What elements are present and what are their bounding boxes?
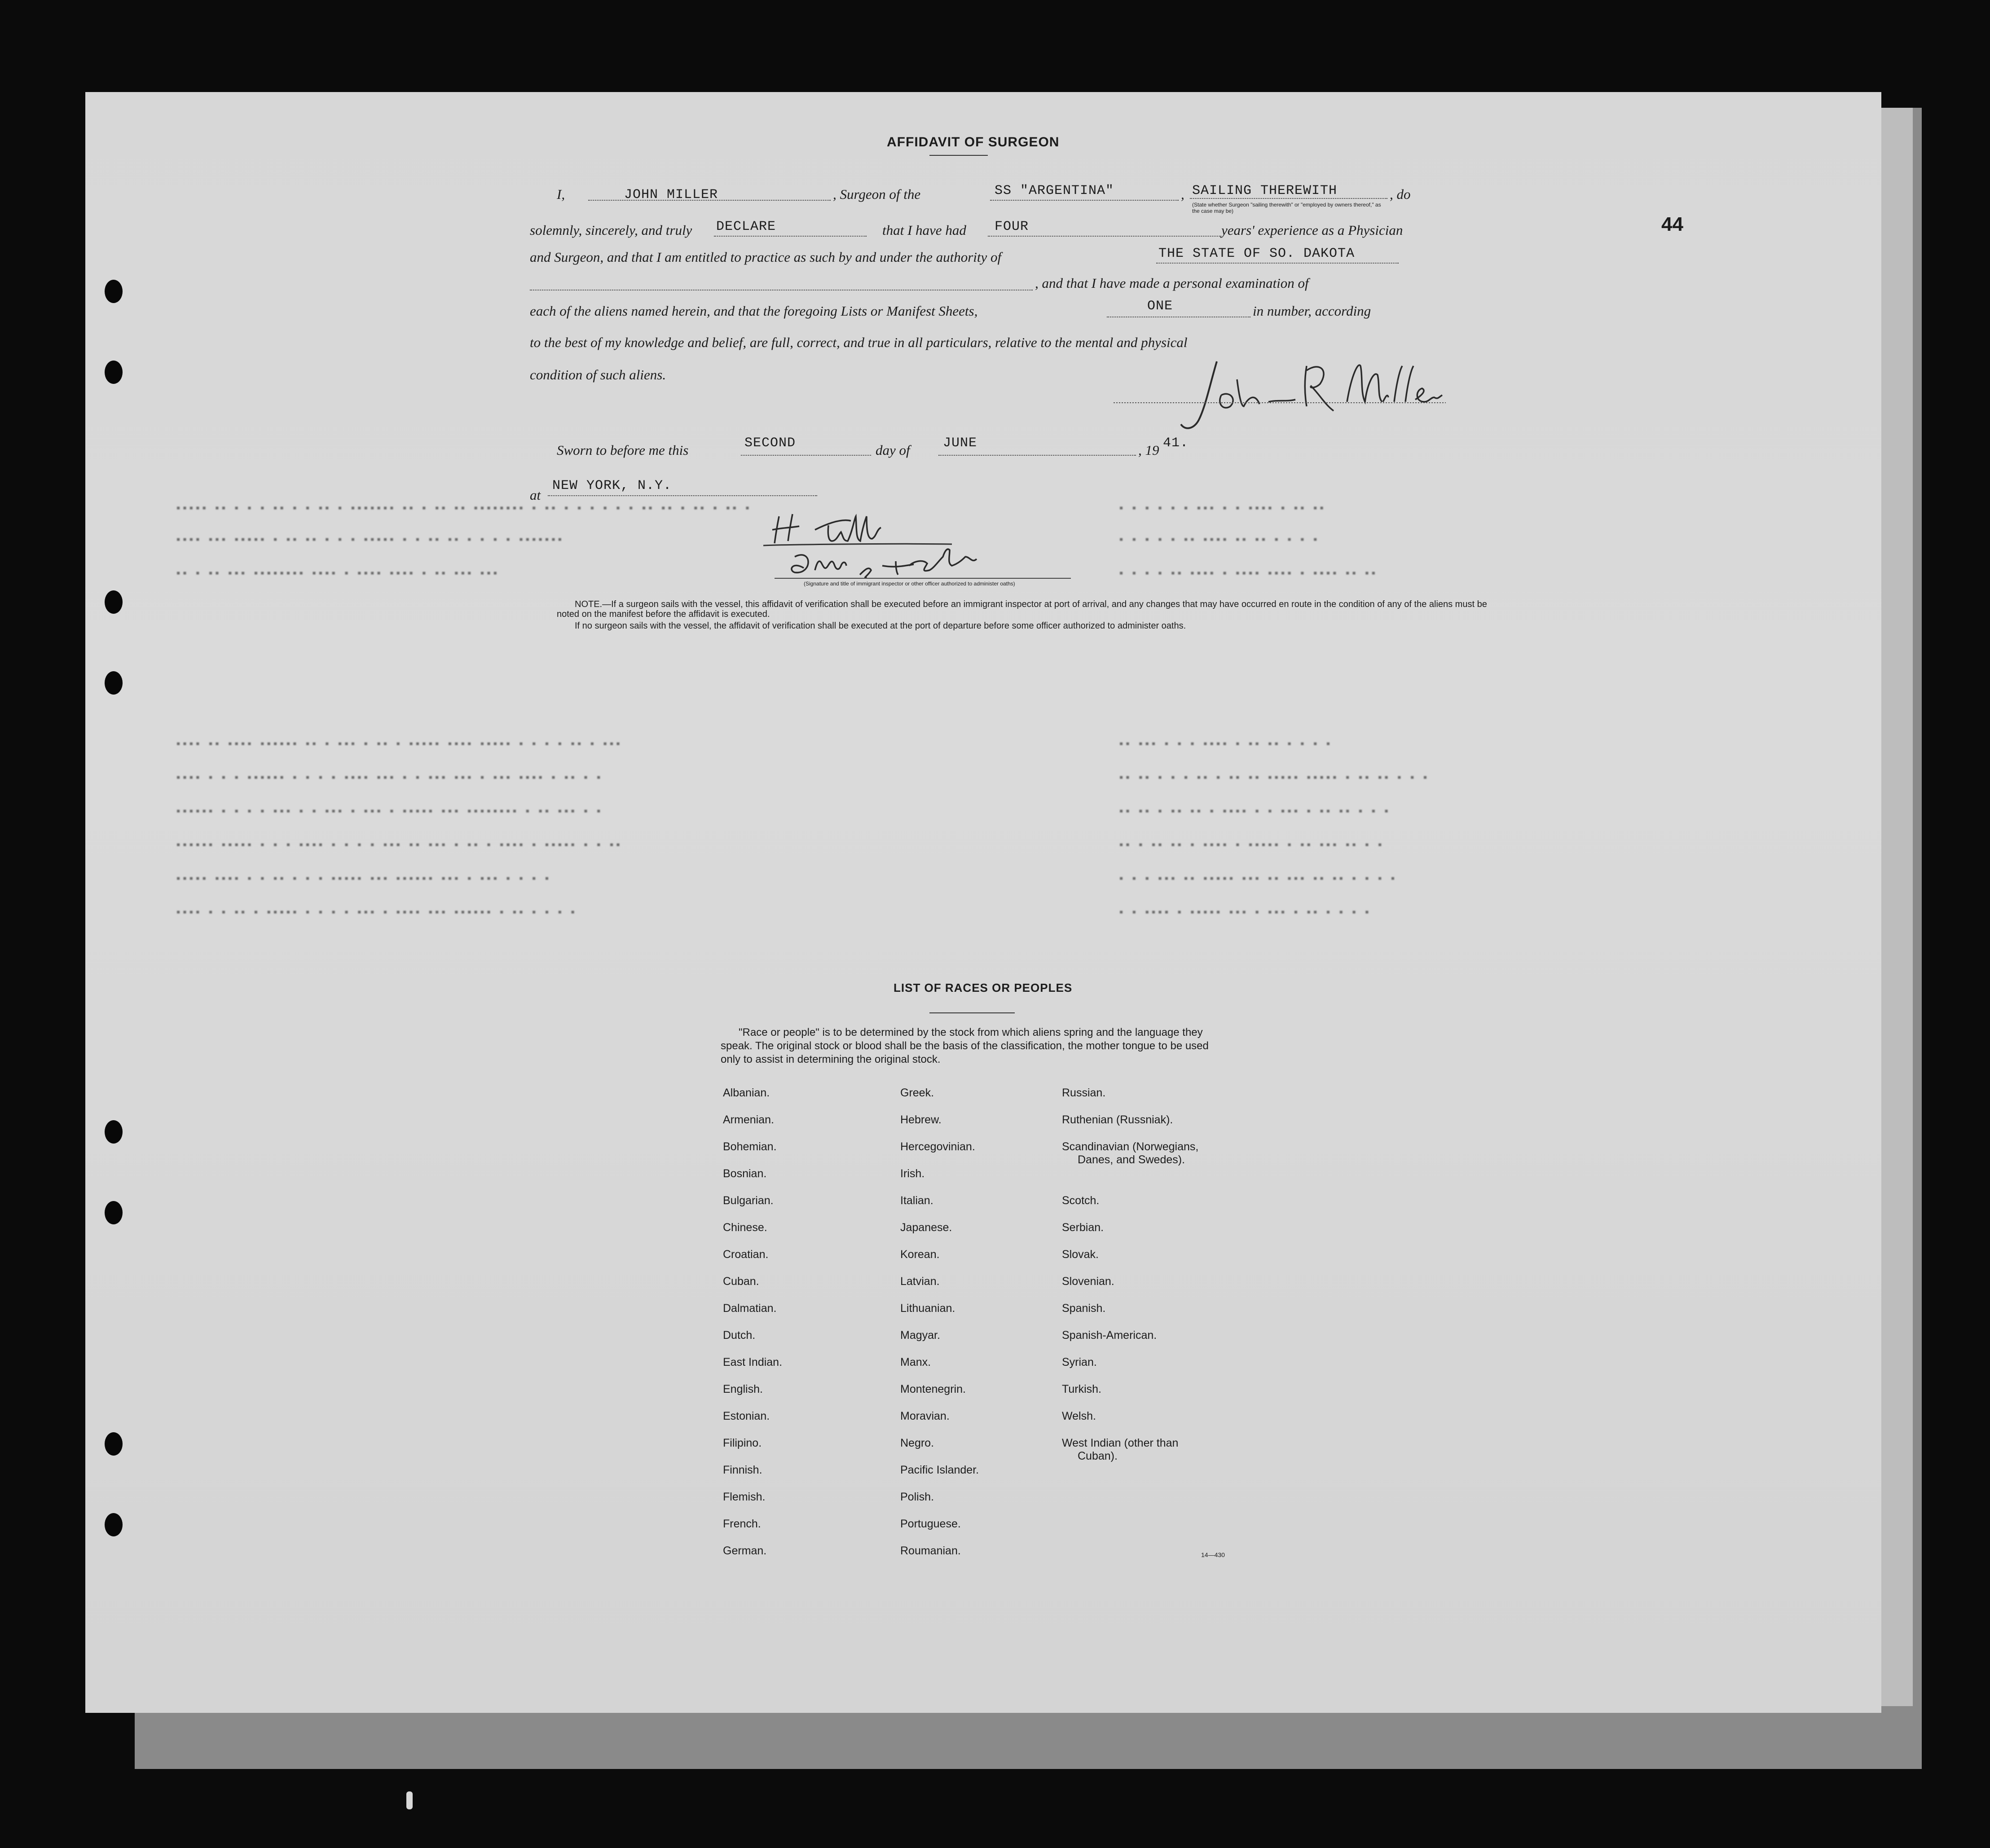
ghost-row: ▪▪ ▪▪▪ ▪ ▪ ▪ ▪▪▪▪ ▪ ▪▪ ▪▪ ▪ ▪ ▪ ▪ (1118, 739, 1332, 751)
inspector-signature (761, 512, 1075, 588)
race-item: Scotch. (1062, 1194, 1100, 1207)
punch-hole (105, 1513, 123, 1536)
race-item: Ruthenian (Russniak). (1062, 1113, 1173, 1126)
race-item: Albanian. (723, 1087, 770, 1099)
signature-caption: (Signature and title of immigrant inspector or other officer authorized to administer oaths) (804, 581, 1015, 587)
sworn-year: 41. (1163, 436, 1189, 451)
punch-hole (105, 671, 123, 695)
race-item: Danes, and Swedes). (1078, 1153, 1185, 1166)
sworn-day: SECOND (744, 436, 796, 451)
race-item: German. (723, 1544, 767, 1557)
race-item: Cuban. (723, 1275, 759, 1288)
race-item: Japanese. (900, 1221, 952, 1234)
race-item: Slovenian. (1062, 1275, 1114, 1288)
form-number: 14—430 (1201, 1551, 1225, 1558)
line1-mid: , Surgeon of the (833, 186, 921, 202)
race-item: Latvian. (900, 1275, 940, 1288)
ghost-row: ▪▪ ▪▪ ▪ ▪▪ ▪▪ ▪ ▪▪▪▪ ▪ ▪ ▪▪▪ ▪ ▪▪ ▪▪ ▪ ▪ ▪ (1118, 806, 1390, 818)
ghost-row: ▪ ▪ ▪▪▪▪ ▪ ▪▪▪▪▪ ▪▪▪ ▪ ▪▪▪ ▪ ▪▪ ▪ ▪ ▪ ▪ (1118, 907, 1370, 919)
sworn-day-blank (741, 455, 871, 456)
sworn-month-blank (938, 455, 1136, 456)
race-item: Montenegrin. (900, 1383, 966, 1395)
ghost-row: ▪▪ ▪▪ ▪ ▪ ▪ ▪▪ ▪ ▪▪ ▪▪ ▪▪▪▪▪ ▪▪▪▪▪ ▪ ▪▪ ▪▪ ▪ ▪ ▪ (1118, 772, 1429, 784)
at-prefix: at (530, 487, 541, 503)
line6: to the best of my knowledge and belief, are full, correct, and true in all particulars, relative to the mental and physical (530, 334, 1188, 350)
race-item: Irish. (900, 1167, 925, 1180)
race-item: Moravian. (900, 1410, 950, 1422)
years-experience: FOUR (995, 219, 1029, 234)
line1-comma: , (1181, 186, 1184, 202)
race-item: Chinese. (723, 1221, 767, 1234)
race-item: Spanish-American. (1062, 1329, 1157, 1342)
line1-suffix: , do (1390, 186, 1411, 202)
years-blank (988, 236, 1221, 237)
race-item: Negro. (900, 1437, 934, 1449)
ghost-row: ▪▪▪▪▪ ▪▪ ▪ ▪ ▪ ▪▪ ▪ ▪ ▪▪ ▪ ▪▪▪▪▪▪▪ ▪▪ ▪ ▪▪ ▪▪ ▪▪▪▪▪▪▪▪ ▪ ▪▪ ▪ ▪ ▪ ▪ ▪ ▪ ▪▪ ▪▪ ▪ ▪▪ ▪ ▪▪ ▪ (175, 503, 751, 515)
line4-suffix: , and that I have made a personal examination of (1035, 275, 1309, 291)
race-item: English. (723, 1383, 763, 1395)
note-surgeon-sails: NOTE.—If a surgeon sails with the vessel, this affidavit of verification shall be executed before an immigrant inspector at port of arrival, and any changes that may have occurred en route in the condition of any of the aliens must be noted on the manifest before the affidavit is executed. (557, 599, 1487, 619)
document-page (85, 92, 1881, 1713)
race-item: Bulgarian. (723, 1194, 774, 1207)
sworn-mid: day of (876, 442, 910, 458)
race-item: Finnish. (723, 1464, 762, 1476)
sailing-note: (State whether Surgeon "sailing therewith" or "employed by owners thereof," as the case may be) (1192, 202, 1381, 214)
race-item: French. (723, 1518, 761, 1530)
at-place: NEW YORK, N.Y. (552, 478, 672, 493)
race-item: Italian. (900, 1194, 933, 1207)
ghost-row: ▪▪▪▪ ▪▪▪ ▪▪▪▪▪ ▪ ▪▪ ▪▪ ▪ ▪ ▪ ▪▪▪▪▪ ▪ ▪ ▪▪ ▪▪ ▪ ▪ ▪ ▪ ▪▪▪▪▪▪▪ (175, 534, 564, 546)
race-item: Dalmatian. (723, 1302, 777, 1315)
vessel-name: SS "ARGENTINA" (995, 183, 1114, 198)
race-item: Estonian. (723, 1410, 770, 1422)
authority: THE STATE OF SO. DAKOTA (1158, 246, 1355, 261)
race-item: Spanish. (1062, 1302, 1106, 1315)
note-no-surgeon: If no surgeon sails with the vessel, the affidavit of verification shall be executed at the port of departure before some officer authorized to administer oaths. (575, 621, 1186, 631)
ghost-row: ▪▪ ▪ ▪▪ ▪▪▪ ▪▪▪▪▪▪▪▪ ▪▪▪▪ ▪ ▪▪▪▪ ▪▪▪▪ ▪ ▪▪ ▪▪▪ ▪▪▪ (175, 568, 499, 580)
surgeon-name: JOHN MILLER (624, 187, 718, 202)
races-title-rule (929, 1012, 1015, 1013)
sailing-status: SAILING THEREWITH (1192, 183, 1338, 198)
punch-hole (105, 1120, 123, 1144)
punch-hole (105, 1201, 123, 1224)
surgeon-signature (1114, 352, 1450, 442)
authority-blank (1156, 263, 1399, 264)
line2-mid: that I have had (882, 222, 966, 238)
race-item: Cuban). (1078, 1450, 1118, 1462)
race-item: Welsh. (1062, 1410, 1096, 1422)
race-item: Bosnian. (723, 1167, 767, 1180)
race-item: Flemish. (723, 1491, 766, 1503)
race-item: Magyar. (900, 1329, 940, 1342)
sheet-count: ONE (1147, 299, 1173, 314)
page-number: 44 (1661, 213, 1683, 235)
race-item: Russian. (1062, 1087, 1106, 1099)
race-item: West Indian (other than (1062, 1437, 1179, 1449)
scan-speck (406, 1791, 413, 1809)
race-item: Croatian. (723, 1248, 769, 1261)
race-item: Hercegovinian. (900, 1140, 975, 1153)
race-item: Roumanian. (900, 1544, 961, 1557)
sworn-year-prefix: , 19 (1138, 442, 1159, 458)
punch-hole (105, 361, 123, 384)
ghost-row: ▪▪▪▪▪▪ ▪▪▪▪▪ ▪ ▪ ▪ ▪▪▪▪ ▪ ▪ ▪ ▪ ▪▪▪ ▪▪ ▪▪▪ ▪ ▪▪ ▪ ▪▪▪▪ ▪ ▪▪▪▪▪ ▪ ▪ ▪▪ (175, 840, 621, 852)
race-item: Hebrew. (900, 1113, 942, 1126)
punch-hole (105, 590, 123, 614)
line3-prefix: and Surgeon, and that I am entitled to practice as such by and under the authority of (530, 249, 1002, 265)
ghost-row: ▪ ▪ ▪ ▪▪▪ ▪▪ ▪▪▪▪▪ ▪▪▪ ▪▪ ▪▪▪ ▪▪ ▪▪ ▪ ▪ ▪ ▪ (1118, 873, 1396, 885)
races-title: LIST OF RACES OR PEOPLES (894, 981, 1073, 994)
race-item: Filipino. (723, 1437, 762, 1449)
line5-prefix: each of the aliens named herein, and that the foregoing Lists or Manifest Sheets, (530, 303, 978, 319)
sworn-month: JUNE (943, 436, 977, 451)
ghost-row: ▪▪ ▪ ▪▪ ▪▪ ▪ ▪▪▪▪ ▪ ▪▪▪▪▪ ▪ ▪▪ ▪▪▪ ▪▪ ▪ ▪ (1118, 840, 1383, 852)
race-item: Portuguese. (900, 1518, 961, 1530)
race-item: Polish. (900, 1491, 934, 1503)
race-item: Manx. (900, 1356, 931, 1368)
page-edge (1877, 108, 1913, 1706)
line2-prefix: solemnly, sincerely, and truly (530, 222, 692, 238)
title-rule (929, 155, 988, 156)
ghost-row: ▪▪▪▪ ▪▪ ▪▪▪▪ ▪▪▪▪▪▪ ▪▪ ▪ ▪▪▪ ▪ ▪▪ ▪ ▪▪▪▪▪ ▪▪▪▪ ▪▪▪▪▪ ▪ ▪ ▪ ▪ ▪▪ ▪ ▪▪▪ (175, 739, 621, 751)
declare-blank (714, 236, 867, 237)
race-item: Dutch. (723, 1329, 756, 1342)
race-item: Syrian. (1062, 1356, 1097, 1368)
race-item: Bohemian. (723, 1140, 777, 1153)
sworn-prefix: Sworn to before me this (557, 442, 689, 458)
punch-hole (105, 280, 123, 303)
race-item: Slovak. (1062, 1248, 1099, 1261)
races-intro: "Race or people" is to be determined by the stock from which aliens spring and the language they speak. The original stock or blood shall be the basis of the classification, the mother tongue to be used only to assist in determining the original stock. (721, 1026, 1209, 1065)
line1-prefix: I, (557, 186, 565, 202)
race-item: Pacific Islander. (900, 1464, 979, 1476)
race-item: Greek. (900, 1087, 934, 1099)
declare-word: DECLARE (716, 219, 776, 234)
race-item: Korean. (900, 1248, 940, 1261)
ghost-row: ▪▪▪▪▪▪ ▪ ▪ ▪ ▪ ▪▪▪ ▪ ▪ ▪▪▪ ▪ ▪▪▪ ▪ ▪▪▪▪▪ ▪▪▪ ▪▪▪▪▪▪▪▪ ▪ ▪▪ ▪▪▪ ▪ ▪ (175, 806, 602, 818)
punch-hole (105, 1432, 123, 1456)
line5-suffix: in number, according (1253, 303, 1371, 319)
ghost-row: ▪▪▪▪ ▪ ▪ ▪ ▪▪▪▪▪▪ ▪ ▪ ▪ ▪ ▪▪▪▪ ▪▪▪ ▪ ▪ ▪▪▪ ▪▪▪ ▪ ▪▪▪ ▪▪▪▪ ▪ ▪▪ ▪ ▪ (175, 772, 602, 784)
at-place-blank (548, 495, 817, 496)
ghost-row: ▪▪▪▪ ▪ ▪ ▪▪ ▪ ▪▪▪▪▪ ▪ ▪ ▪ ▪ ▪▪▪ ▪ ▪▪▪▪ ▪▪▪ ▪▪▪▪▪▪ ▪ ▪▪ ▪ ▪ ▪ ▪ (175, 907, 576, 919)
race-item: Serbian. (1062, 1221, 1104, 1234)
ghost-row: ▪ ▪ ▪ ▪ ▪ ▪ ▪▪▪ ▪ ▪ ▪▪▪▪ ▪ ▪▪ ▪▪ (1118, 503, 1325, 515)
race-item: Scandinavian (Norwegians, (1062, 1140, 1199, 1153)
race-item: East Indian. (723, 1356, 783, 1368)
race-item: Armenian. (723, 1113, 774, 1126)
ghost-row: ▪▪▪▪▪ ▪▪▪▪ ▪ ▪ ▪▪ ▪ ▪ ▪ ▪▪▪▪▪ ▪▪▪ ▪▪▪▪▪▪ ▪▪▪ ▪ ▪▪▪ ▪ ▪ ▪ ▪ (175, 873, 550, 885)
line2-suffix: years' experience as a Physician (1221, 222, 1403, 238)
race-item: Turkish. (1062, 1383, 1101, 1395)
race-item: Lithuanian. (900, 1302, 955, 1315)
affidavit-title: AFFIDAVIT OF SURGEON (887, 135, 1060, 150)
ghost-row: ▪ ▪ ▪ ▪ ▪ ▪▪ ▪▪▪▪ ▪▪ ▪▪ ▪ ▪ ▪ ▪ (1118, 534, 1319, 546)
vessel-blank (990, 200, 1179, 201)
line7: condition of such aliens. (530, 367, 666, 383)
ghost-row: ▪ ▪ ▪ ▪ ▪▪ ▪▪▪▪ ▪ ▪▪▪▪ ▪▪▪▪ ▪ ▪▪▪▪ ▪▪ ▪▪ (1118, 568, 1377, 580)
